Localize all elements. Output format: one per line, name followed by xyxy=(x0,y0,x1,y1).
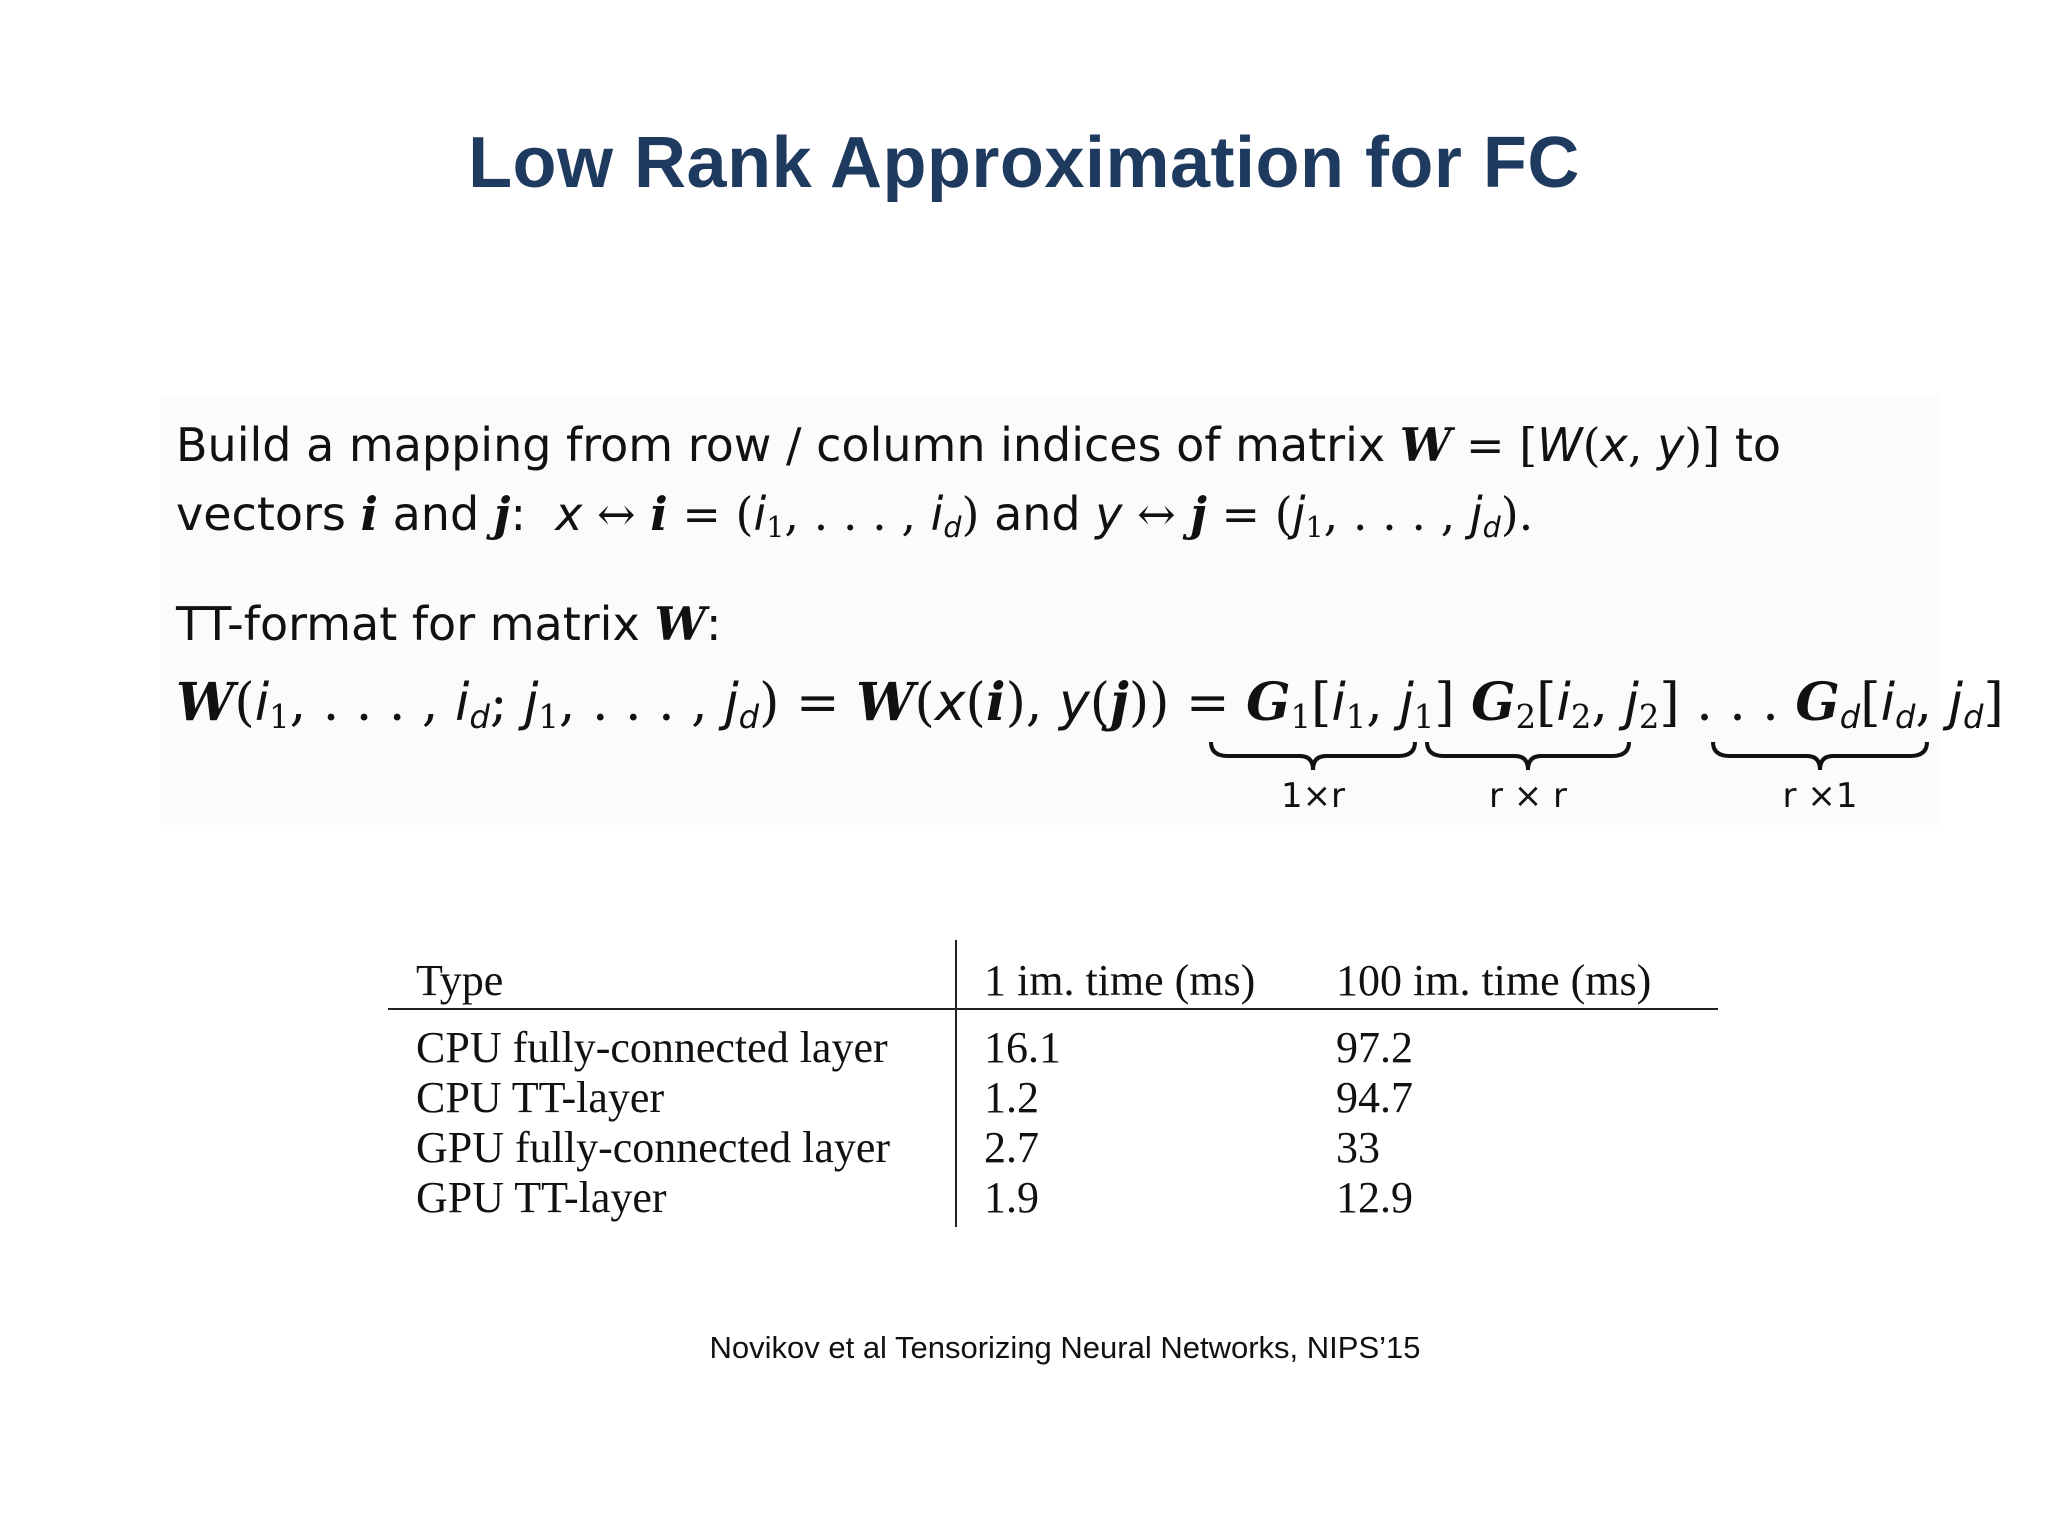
table-cell-type: GPU fully-connected layer xyxy=(416,1123,891,1172)
table-cell-100im: 94.7 xyxy=(1336,1073,1413,1122)
table-header-1im: 1 im. time (ms) xyxy=(984,956,1256,1005)
table-cell-type: CPU TT-layer xyxy=(416,1073,665,1122)
y-to-j-mapping: y ↔ $j = (j_1$, . . . , $j_d$). xyxy=(1095,487,1534,545)
brace-label-gd: r ×1 xyxy=(1782,776,1858,816)
table-cell-1im: 1.2 xyxy=(984,1073,1039,1122)
tt-format-heading: TT-format for matrix W: xyxy=(176,597,722,651)
slide-title: Low Rank Approximation for FC xyxy=(468,123,1580,203)
mapping-sentence-line-1 xyxy=(176,418,1781,472)
table-cell-1im: 1.9 xyxy=(984,1173,1039,1222)
vectors-text: vectors xyxy=(176,487,346,541)
table-header-type: Type xyxy=(416,956,504,1005)
table-header-100im: 100 im. time (ms) xyxy=(1336,956,1652,1005)
table-cell-100im: 97.2 xyxy=(1336,1023,1413,1072)
table-cell-1im: 2.7 xyxy=(984,1123,1039,1172)
brace-label-g2: r × r xyxy=(1488,776,1568,816)
table-cell-type: CPU fully-connected layer xyxy=(416,1023,888,1072)
citation: Novikov et al Tensorizing Neural Networks, NIPS’15 xyxy=(709,1330,1421,1365)
and-text-1: and xyxy=(392,487,480,541)
underbrace-g1 xyxy=(1208,738,1418,774)
table-cell-100im: 12.9 xyxy=(1336,1173,1413,1222)
mapping-to-text: to xyxy=(1734,418,1781,472)
and-text-2: and xyxy=(994,487,1081,541)
table-cell-100im: 33 xyxy=(1336,1123,1380,1172)
mapping-text: Build a mapping from row / column indices of matrix xyxy=(176,418,1386,472)
x-to-i-mapping: x ↔ $i = (i_1$, . . . , $i_d$) xyxy=(555,487,980,545)
brace-label-g1: 1×r xyxy=(1280,776,1346,816)
timing-table xyxy=(388,940,1718,1240)
underbrace-gd xyxy=(1710,738,1930,774)
tt-format-text: TT-format for matrix xyxy=(176,597,640,651)
table-header-rule xyxy=(388,1008,1718,1010)
table-cell-type: GPU TT-layer xyxy=(416,1173,667,1222)
tt-formula: $W(i_1$, . . . , $i_d$; $j_1$, . . . , $j_d) = W(x(i)$, $y(j)) = G_1[i_1$, $j_1$] $G_2[i_2$, $j_2$] . . . $G_d[i_d$, $j_d$] xyxy=(176,672,2004,737)
underbrace-g2 xyxy=(1424,738,1632,774)
mapping-sentence-line-2: vectors i and j: x ↔ $i = (i_1$, . . . , $i_d$) and y ↔ $j = (j_1$, . . . , $j_d$). xyxy=(176,487,1534,545)
table-column-divider xyxy=(955,940,957,1227)
table-cell-1im: 16.1 xyxy=(984,1023,1061,1072)
matrix-w-definition: W = [W(x, y)] xyxy=(1399,418,1735,472)
